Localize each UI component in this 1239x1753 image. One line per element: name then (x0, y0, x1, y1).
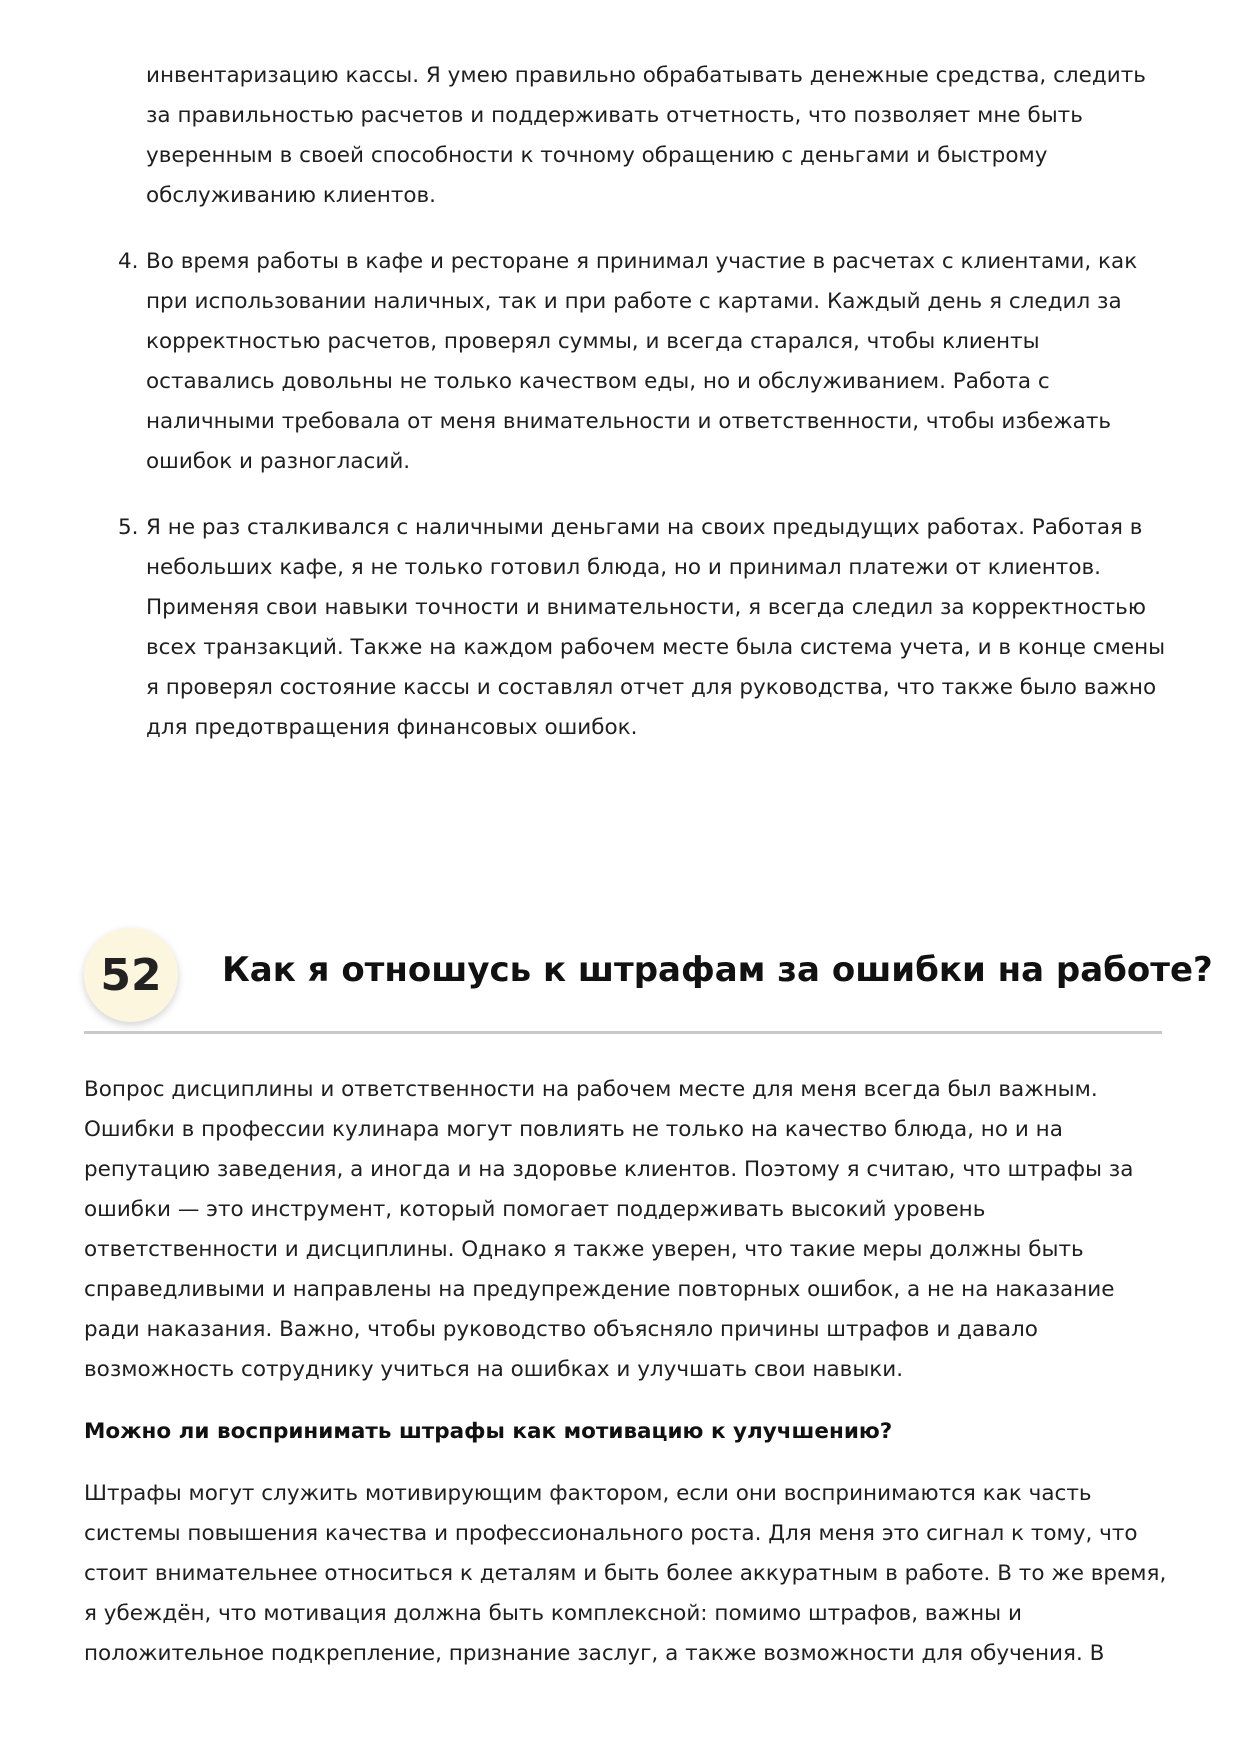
list-item-continuation: инвентаризацию кассы. Я умею правильно обрабатывать денежные средства, следить за правильностью расчетов и поддерживать отчетность, что позволяет мне быть уверенным в своей способности к точному обращению с деньгами и быстрому обслуживанию клиентов. (146, 63, 1146, 208)
list-item (84, 508, 1174, 748)
list-item-number: 5. (118, 515, 139, 540)
list-item (84, 242, 1174, 482)
section-header (84, 924, 1213, 1034)
section-number-badge: 52 (84, 928, 178, 1022)
list-item-text: Я не раз сталкивался с наличными деньгами на своих предыдущих работах. Работая в небольших кафе, я не только готовил блюда, но и принимал платежи от клиентов. Применяя свои навыки точности и внимательности, я всегда следил за корректностью всех транзакций. Также на каждом рабочем месте была система учета, и в конце смены я проверял состояние кассы и составлял отчет для руководства, что также было важно для предотвращения финансовых ошибок. (146, 515, 1166, 740)
section-paragraph: Штрафы могут служить мотивирующим фактором, если они воспринимаются как часть системы повышения качества и профессионального роста. Для меня это сигнал к тому, что стоит внимательнее относиться к деталям и быть более аккуратным в работе. В то же время, я убеждён, что мотивация должна быть комплексной: помимо штрафов, важны и положительное подкрепление, признание заслуг, а также возможности для обучения. В (84, 1481, 1167, 1666)
section-body (84, 1070, 1174, 1696)
section-divider (84, 1031, 1162, 1034)
numbered-list (84, 56, 1174, 774)
list-item-number: 4. (118, 249, 139, 274)
section-intro-paragraph: Вопрос дисциплины и ответственности на рабочем месте для меня всегда был важным. Ошибки в профессии кулинара могут повлиять не только на качество блюда, но и на репутацию заведения, а иногда и на здоровье клиентов. Поэтому я считаю, что штрафы за ошибки — это инструмент, который помогает поддерживать высокий уровень ответственности и дисциплины. Однако я также уверен, что такие меры должны быть справедливыми и направлены на предупреждение повторных ошибок, а не на наказание ради наказания. Важно, чтобы руководство объясняло причины штрафов и давало возможность сотруднику учиться на ошибках и улучшать свои навыки. (84, 1077, 1134, 1382)
section-title: Как я отношусь к штрафам за ошибки на работе? (222, 950, 1213, 990)
list-item-text: Во время работы в кафе и ресторане я принимал участие в расчетах с клиентами, как при использовании наличных, так и при работе с картами. Каждый день я следил за корректностью расчетов, проверял суммы, и всегда старался, чтобы клиенты оставались довольны не только качеством еды, но и обслуживанием. Работа с наличными требовала от меня внимательности и ответственности, чтобы избежать ошибок и разногласий. (146, 249, 1138, 474)
section-subheading: Можно ли воспринимать штрафы как мотивацию к улучшению? (84, 1419, 893, 1444)
